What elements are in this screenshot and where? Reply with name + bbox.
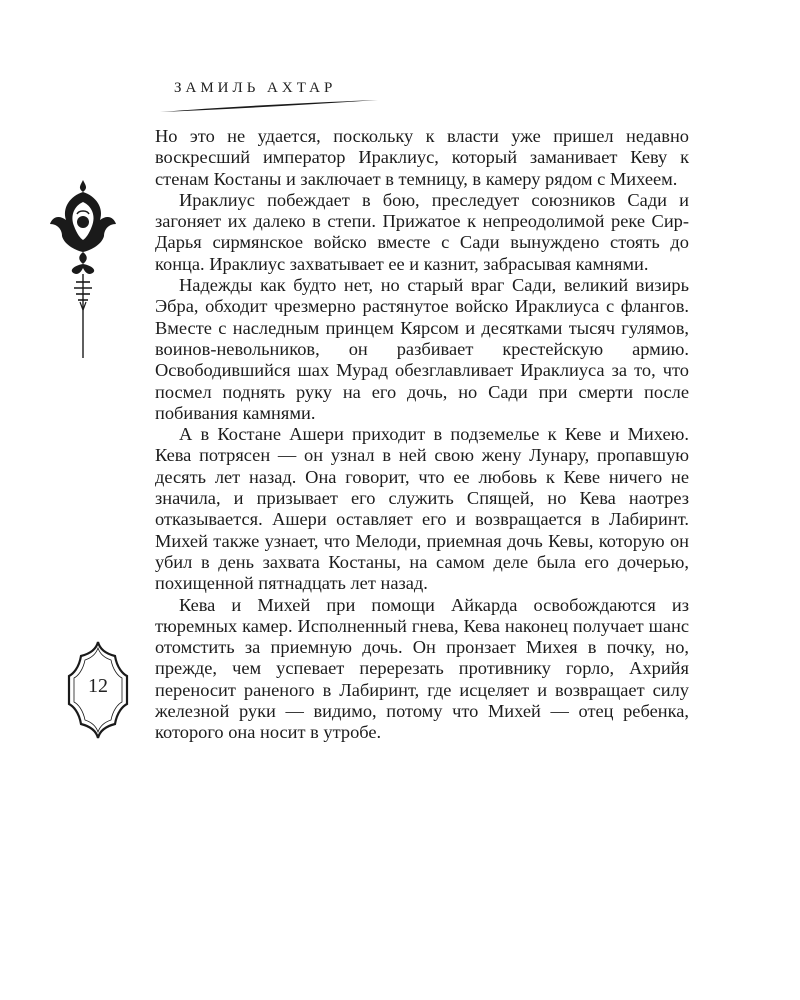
arabesque-ornament-icon <box>48 178 118 360</box>
paragraph: Надежды как будто нет, но старый враг Сади, великий визирь Эбра, обходит чрезмерно растянутое войско Ираклиуса с флангов. Вместе с наследным принцем Кярсом и десятками тысяч гулямов, воинов-невольников, он разбивает крестейскую армию. Освободившийся шах Мурад обезглавливает Ираклиуса за то, что посмел поднять руку на его дочь, но Сади при смерти после побивания камнями. <box>155 275 689 423</box>
body-text <box>155 126 689 744</box>
running-head-author: ЗАМИЛЬ АХТАР <box>174 80 337 96</box>
paragraph: Кева и Михей при помощи Айкарда освобождаются из тюремных камер. Исполненный гнева, Кева наконец получает шанс отомстить за приемную дочь. Он пронзает Михея в почку, но, прежде, чем успевает перерезать противнику горло, Ахрийя переносит раненого в Лабиринт, где исцеляет и возвращает силу железной руки — видимо, потому что Михей — отец ребенка, которого она носит в утробе. <box>155 594 689 743</box>
page-number: 12 <box>88 675 108 697</box>
header-rule <box>158 98 380 114</box>
paragraph: А в Костане Ашери приходит в подземелье к Кеве и Михею. Кева потрясен — он узнал в ней свою жену Лунару, пропавшую десять лет назад. Она говорит, что ее любовь к Кеве ничего не значила, и призывает его служить Спящей, но Кева наотрез отказывается. Ашери оставляет его и возвращается в Лабиринт. Михей также узнает, что Мелоди, приемная дочь Кевы, которую он убил в день захвата Костаны, на самом деле была его дочерью, похищенной пятнадцать лет назад. <box>155 424 689 594</box>
paragraph: Но это не удается, поскольку к власти уже пришел недавно воскресший император Ираклиус, который заманивает Кеву к стенам Костаны и заключает в темницу, в камеру рядом с Михеем. <box>155 126 689 189</box>
paragraph: Ираклиус побеждает в бою, преследует союзников Сади и загоняет их далеко в степи. Прижатое к непреодолимой реке Сир-Дарья сирмянское войско вместе с Сади вынуждено стоять до конца. Ираклиус захватывает ее и казнит, забрасывая камнями. <box>155 189 689 274</box>
